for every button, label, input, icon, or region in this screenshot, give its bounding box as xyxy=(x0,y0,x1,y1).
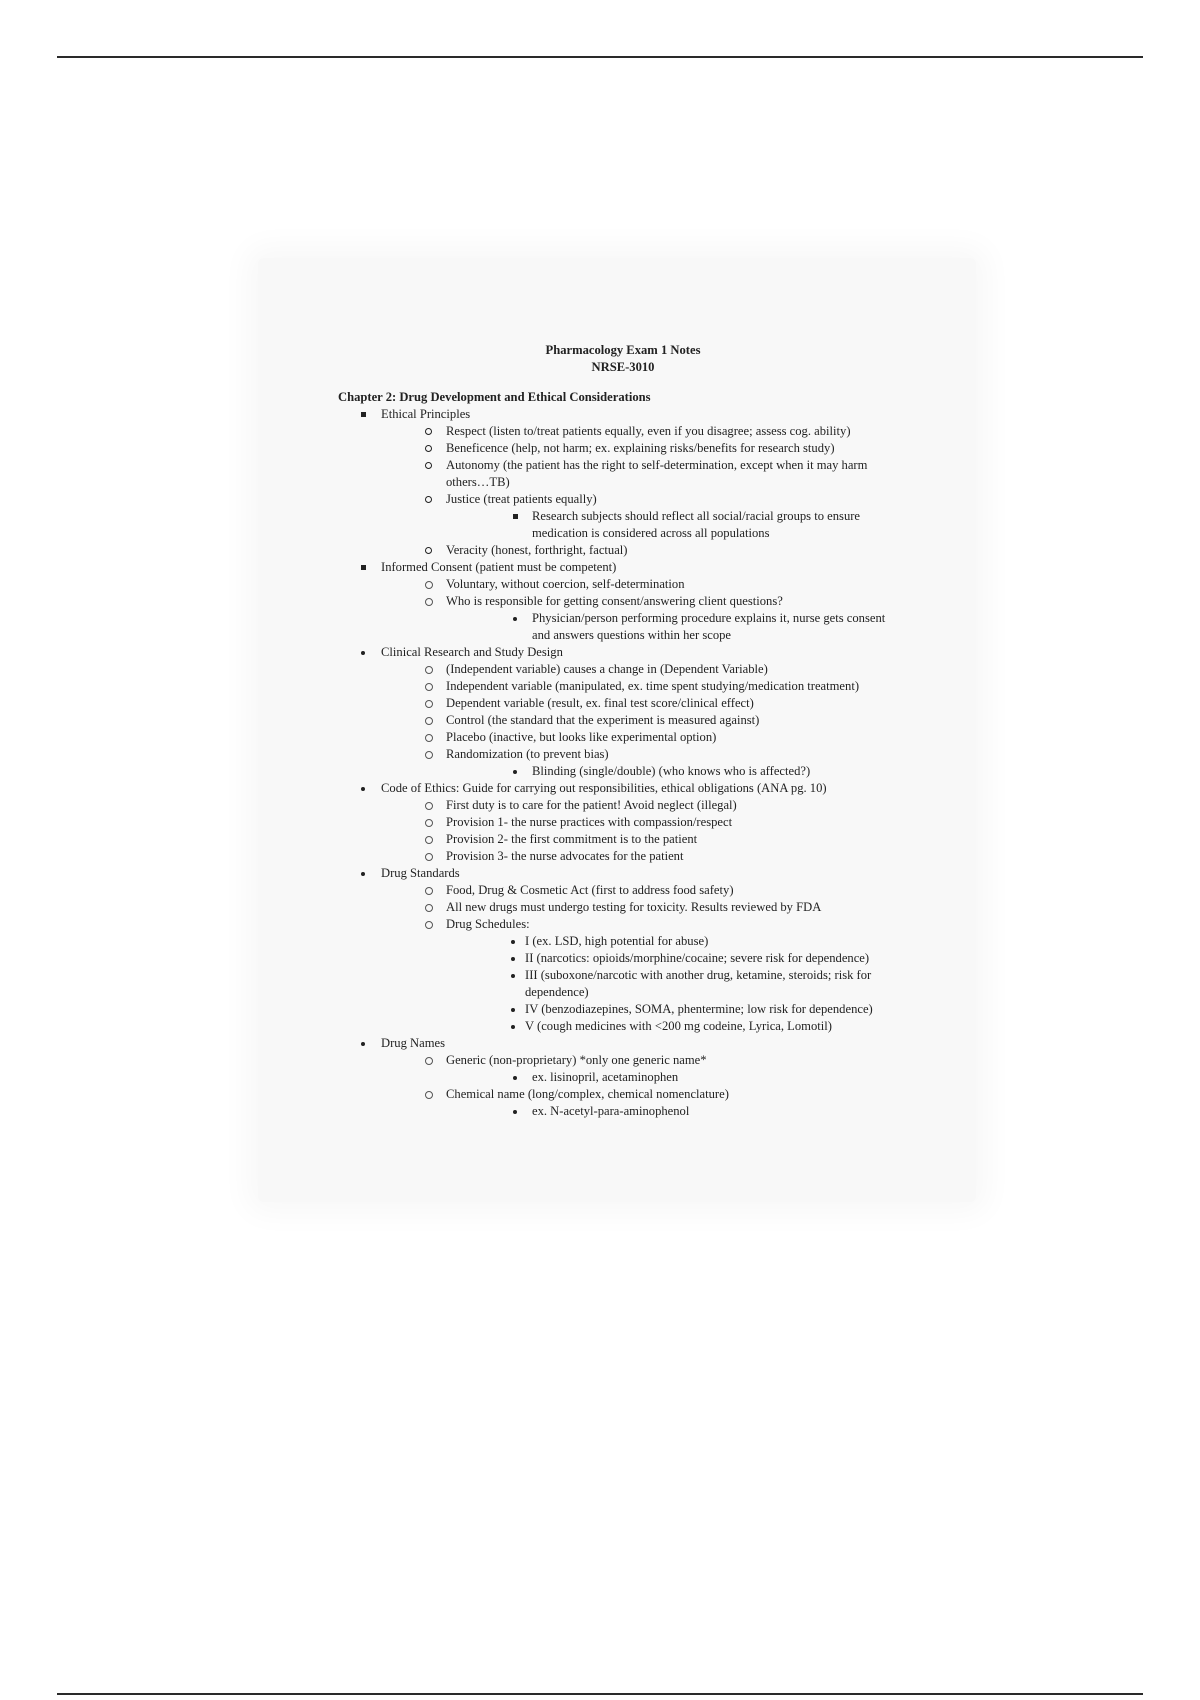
section-heading: Informed Consent (patient must be competent) xyxy=(381,560,617,574)
dot-bullet-icon xyxy=(361,865,365,882)
bottom-rule xyxy=(57,1693,1143,1695)
list-item xyxy=(381,814,898,831)
section-ethical-principles xyxy=(338,406,898,559)
circle-bullet-icon xyxy=(425,661,433,678)
list-item xyxy=(381,678,898,695)
sub-list-item xyxy=(446,1103,898,1120)
dot-bullet-icon xyxy=(361,644,365,661)
sub-list-item-text: II (narcotics: opioids/morphine/cocaine; severe risk for dependence) xyxy=(525,951,870,965)
document-body xyxy=(338,342,898,1120)
circle-bullet-icon xyxy=(425,593,433,610)
section-code-of-ethics xyxy=(338,780,898,865)
list-item-text: Independent variable (manipulated, ex. time spent studying/medication treatment) xyxy=(446,679,860,693)
dot-bullet-icon xyxy=(511,967,515,984)
list-item-text: Beneficence (help, not harm; ex. explaining risks/benefits for research study) xyxy=(446,441,835,455)
dot-bullet-icon xyxy=(361,1035,365,1052)
square-bullet-icon xyxy=(513,508,518,525)
list-item xyxy=(381,440,898,457)
list-item xyxy=(381,831,898,848)
list-item-text: Autonomy (the patient has the right to self-determination, except when it may harm others…TB) xyxy=(446,458,868,489)
circle-bullet-icon xyxy=(425,1086,433,1103)
sub-list-item-text: III (suboxone/narcotic with another drug, ketamine, steroids; risk for dependence) xyxy=(525,968,872,999)
course-code: NRSE-3010 xyxy=(591,360,655,374)
sub-list-item-text: ex. lisinopril, acetaminophen xyxy=(532,1070,679,1084)
circle-bullet-icon xyxy=(425,916,433,933)
list-item-text: Chemical name (long/complex, chemical nomenclature) xyxy=(446,1087,729,1101)
list-item-text: Food, Drug & Cosmetic Act (first to address food safety) xyxy=(446,883,734,897)
sub-list-item xyxy=(446,967,898,1001)
circle-bullet-icon xyxy=(425,814,433,831)
circle-bullet-icon xyxy=(425,831,433,848)
list-item-text: First duty is to care for the patient! Avoid neglect (illegal) xyxy=(446,798,737,812)
list-item-text: Generic (non-proprietary) *only one generic name* xyxy=(446,1053,707,1067)
sub-list-item-text: Research subjects should reflect all social/racial groups to ensure medication is considered across all populations xyxy=(532,509,861,540)
section-heading: Drug Standards xyxy=(381,866,460,880)
list-item-text: Voluntary, without coercion, self-determination xyxy=(446,577,685,591)
top-rule xyxy=(57,56,1143,58)
dot-bullet-icon xyxy=(513,763,517,780)
list-item-text: Drug Schedules: xyxy=(446,917,530,931)
list-item-text: Randomization (to prevent bias) xyxy=(446,747,609,761)
section-drug-names xyxy=(338,1035,898,1120)
sub-list-item xyxy=(446,610,898,644)
circle-bullet-icon xyxy=(425,678,433,695)
list-item xyxy=(381,542,898,559)
list-item xyxy=(381,576,898,593)
section-drug-standards xyxy=(338,865,898,1035)
list-item-text: Placebo (inactive, but looks like experimental option) xyxy=(446,730,717,744)
list-item xyxy=(381,1086,898,1120)
list-item-text: All new drugs must undergo testing for toxicity. Results reviewed by FDA xyxy=(446,900,822,914)
list-item-text: Provision 1- the nurse practices with compassion/respect xyxy=(446,815,733,829)
dot-bullet-icon xyxy=(361,780,365,797)
list-item xyxy=(381,848,898,865)
dot-bullet-icon xyxy=(511,933,515,950)
circle-bullet-icon xyxy=(425,882,433,899)
section-clinical-research xyxy=(338,644,898,780)
circle-bullet-icon xyxy=(425,1052,433,1069)
hollow-circle-bullet-icon xyxy=(425,542,432,559)
dot-bullet-icon xyxy=(513,1069,517,1086)
sub-list-item xyxy=(446,763,898,780)
list-item-text: Who is responsible for getting consent/answering client questions? xyxy=(446,594,783,608)
sub-list-item-text: Physician/person performing procedure explains it, nurse gets consent and answers questions within her scope xyxy=(532,611,886,642)
sub-list-item xyxy=(446,1069,898,1086)
section-heading: Ethical Principles xyxy=(381,407,471,421)
list-item xyxy=(381,695,898,712)
list-item-text: Veracity (honest, forthright, factual) xyxy=(446,543,628,557)
sub-list-item xyxy=(446,508,898,542)
list-item-text: Provision 3- the nurse advocates for the patient xyxy=(446,849,684,863)
sub-list-item-text: IV (benzodiazepines, SOMA, phentermine; low risk for dependence) xyxy=(525,1002,873,1016)
circle-bullet-icon xyxy=(425,695,433,712)
sub-list-item xyxy=(446,933,898,950)
section-informed-consent xyxy=(338,559,898,644)
list-item xyxy=(381,899,898,916)
circle-bullet-icon xyxy=(425,797,433,814)
list-item-text: Justice (treat patients equally) xyxy=(446,492,597,506)
circle-bullet-icon xyxy=(425,712,433,729)
circle-bullet-icon xyxy=(425,899,433,916)
section-heading: Code of Ethics: Guide for carrying out responsibilities, ethical obligations (ANA pg. 10) xyxy=(381,781,827,795)
hollow-circle-bullet-icon xyxy=(425,423,432,440)
dot-bullet-icon xyxy=(513,610,517,627)
list-item-text: Provision 2- the first commitment is to the patient xyxy=(446,832,698,846)
sub-list-item xyxy=(446,950,898,967)
document-title: Pharmacology Exam 1 Notes xyxy=(545,343,701,357)
list-item xyxy=(381,797,898,814)
list-item-text: (Independent variable) causes a change in (Dependent Variable) xyxy=(446,662,768,676)
chapter-heading: Chapter 2: Drug Development and Ethical Considerations xyxy=(338,390,651,404)
section-heading: Drug Names xyxy=(381,1036,446,1050)
hollow-circle-bullet-icon xyxy=(425,457,432,474)
dot-bullet-icon xyxy=(511,1018,515,1035)
notes-outline xyxy=(338,406,898,1120)
list-item xyxy=(381,729,898,746)
hollow-circle-bullet-icon xyxy=(425,491,432,508)
square-bullet-icon xyxy=(361,559,366,576)
list-item-text: Control (the standard that the experiment is measured against) xyxy=(446,713,760,727)
sub-list-item-text: I (ex. LSD, high potential for abuse) xyxy=(525,934,709,948)
circle-bullet-icon xyxy=(425,848,433,865)
list-item xyxy=(381,593,898,644)
list-item xyxy=(381,712,898,729)
circle-bullet-icon xyxy=(425,746,433,763)
sub-list-item xyxy=(446,1001,898,1018)
sub-list-item xyxy=(446,1018,898,1035)
list-item-text: Respect (listen to/treat patients equally, even if you disagree; assess cog. ability) xyxy=(446,424,851,438)
sub-list-item-text: V (cough medicines with <200 mg codeine, Lyrica, Lomotil) xyxy=(525,1019,832,1033)
sub-list-item-text: ex. N-acetyl-para-aminophenol xyxy=(532,1104,690,1118)
sub-list-item-text: Blinding (single/double) (who knows who is affected?) xyxy=(532,764,811,778)
square-bullet-icon xyxy=(361,406,366,423)
list-item xyxy=(381,916,898,1035)
hollow-circle-bullet-icon xyxy=(425,440,432,457)
list-item xyxy=(381,882,898,899)
list-item xyxy=(381,661,898,678)
list-item xyxy=(381,457,898,491)
dot-bullet-icon xyxy=(511,1001,515,1018)
circle-bullet-icon xyxy=(425,729,433,746)
section-heading: Clinical Research and Study Design xyxy=(381,645,563,659)
circle-bullet-icon xyxy=(425,576,433,593)
list-item xyxy=(381,423,898,440)
dot-bullet-icon xyxy=(513,1103,517,1120)
list-item xyxy=(381,491,898,542)
list-item xyxy=(381,746,898,780)
dot-bullet-icon xyxy=(511,950,515,967)
list-item-text: Dependent variable (result, ex. final test score/clinical effect) xyxy=(446,696,754,710)
list-item xyxy=(381,1052,898,1086)
